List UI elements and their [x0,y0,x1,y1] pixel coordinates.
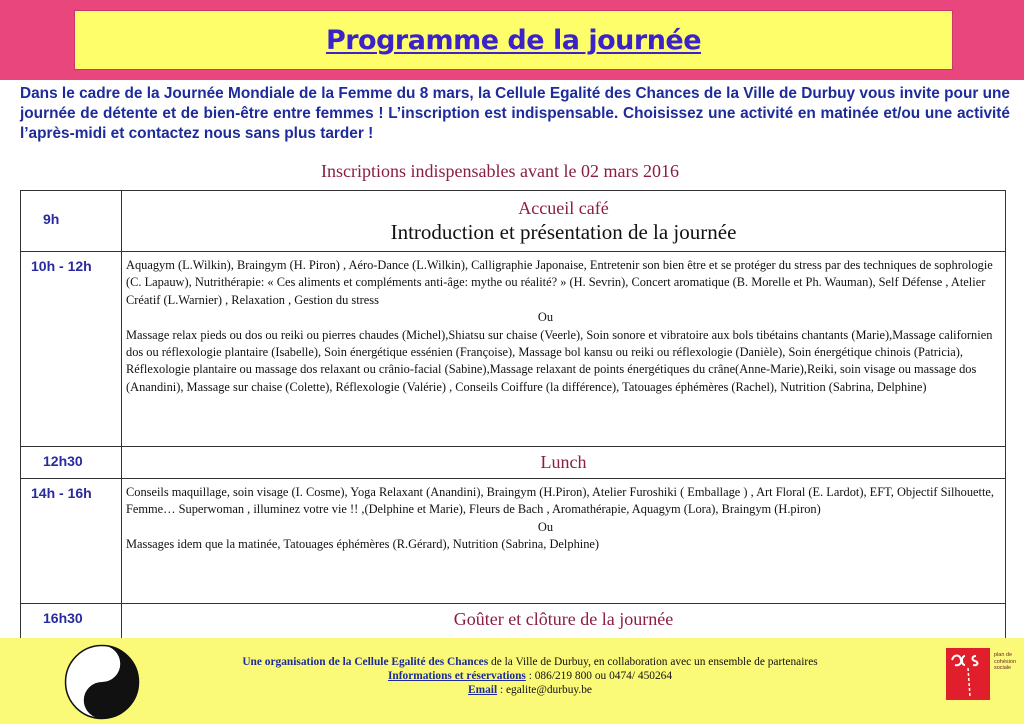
schedule-row-lunch [21,447,1006,479]
footer-email-line [150,683,910,697]
activity-heading-cell [122,604,1006,639]
title-box [74,10,953,70]
footer-text [150,655,910,697]
footer-email-label: Email [468,684,498,696]
schedule-row-morning [21,252,1006,447]
time-cell [21,191,122,252]
or-separator: Ou [537,310,554,325]
time-label: 9h [43,211,60,227]
schedule-row-afternoon [21,479,1006,604]
time-cell [21,447,122,479]
row-title-accueil: Accueil café [518,198,609,218]
or-separator: Ou [537,519,554,534]
activity-list: Aquagym (L.Wilkin), Braingym (H. Piron) , Aéro-Dance (L.Wilkin), Calligraphie Japonaise, Entretenir son bien être et se protéger du stress par des techniques de sophrologie (C. Lapauw), Nutrithérapie: « Ces aliments et compléments anti-âge: mythe ou réalité? » (H. Sevrin), Concert aromatique (B. Morelle et Ph. Wauman), Self Défense , Atelier Créatif (L.Warnier) , Relaxation , Gestion du stress [126,258,993,307]
time-cell [21,479,122,604]
footer-email-value: : egalite@durbuy.be [497,684,592,696]
page-title: Programme de la journée [325,24,702,56]
activity-list: Massage relax pieds ou dos ou reiki ou pierres chaudes (Michel),Shiatsu sur chaise (Veerle), Soin sonore et vibratoire aux bols tibétains chantants (Marie),Massage californien dos ou réflexologie plantaire (Isabelle), Soin énergétique essénien (Françoise), Massage bol kansu ou reiki ou réflexologie (Danièle), Soin énergétique chinois (Patricia), Réflexologie plantaire ou massage dos relaxant ou crânio-facial (Sabine),Massage relaxant de points énergétiques du crâne(Anne-Marie),Reiki, soin visage ou massage dos (Anandini), Massage sur chaise (Colette), Réflexologie (Valérie) , Conseils Coiffure (la différence), Tatouages éphémères (Rachel), Nutrition (Sabrina, Delphine) [126,327,993,394]
activity-heading-cell [122,447,1006,479]
time-label: 14h - 16h [31,485,92,501]
activity-heading-cell [122,191,1006,252]
pcs-logo-mark [946,648,990,700]
pcs-logo-text: plan de cohésion sociale [994,652,1017,671]
schedule-table [20,190,1006,639]
schedule-row-9h [21,191,1006,252]
time-label: 12h30 [43,453,83,469]
time-cell [21,252,122,447]
intro-paragraph: Dans le cadre de la Journée Mondiale de la Femme du 8 mars, la Cellule Egalité des Chances de la Ville de Durbuy vous invite pour une journée de détente et de bien-être entre femmes ! L’inscription est indispensable. Choisissez une activité en matinée et/ou une activité l’après-midi et contactez nous sans plus tarder ! [20,85,1010,142]
row-title-introduction: Introduction et présentation de la journée [390,220,737,244]
schedule-row-closing [21,604,1006,639]
activity-cell [122,252,1006,447]
activity-list: Massages idem que la matinée, Tatouages éphémères (R.Gérard), Nutrition (Sabrina, Delphine) [126,537,600,552]
time-label: 10h - 12h [31,258,92,274]
footer-info-label: Informations et réservations [387,670,526,682]
footer-info-value: : 086/219 800 ou 0474/ 450264 [525,670,673,682]
footer-info-line [150,669,910,683]
footer-org-rest: de la Ville de Durbuy, en collaboration avec un ensemble de partenaires [488,656,818,668]
pcs-logo [946,648,990,700]
time-label: 16h30 [43,610,83,626]
row-title-closing: Goûter et clôture de la journée [453,609,674,629]
footer-organisation-line [150,655,910,669]
deadline-notice: Inscriptions indispensables avant le 02 mars 2016 [321,161,679,181]
row-title-lunch: Lunch [540,452,587,472]
activity-list: Conseils maquillage, soin visage (I. Cosme), Yoga Relaxant (Anandini), Braingym (H.Piron), Atelier Furoshiki ( Emballage ) , Art Floral (E. Lardot), EFT, Objectif Silhouette, Femme… Superwoman , illuminez votre vie !! ,(Delphine et Marie), Fleurs de Bach , Aromathérapie, Aquagym (Lora), Braingym (H.piron) [126,485,994,517]
footer-org-bold: Une organisation de la Cellule Egalité des Chances [242,656,489,668]
time-cell [21,604,122,639]
yin-yang-icon [64,644,140,720]
activity-cell [122,479,1006,604]
